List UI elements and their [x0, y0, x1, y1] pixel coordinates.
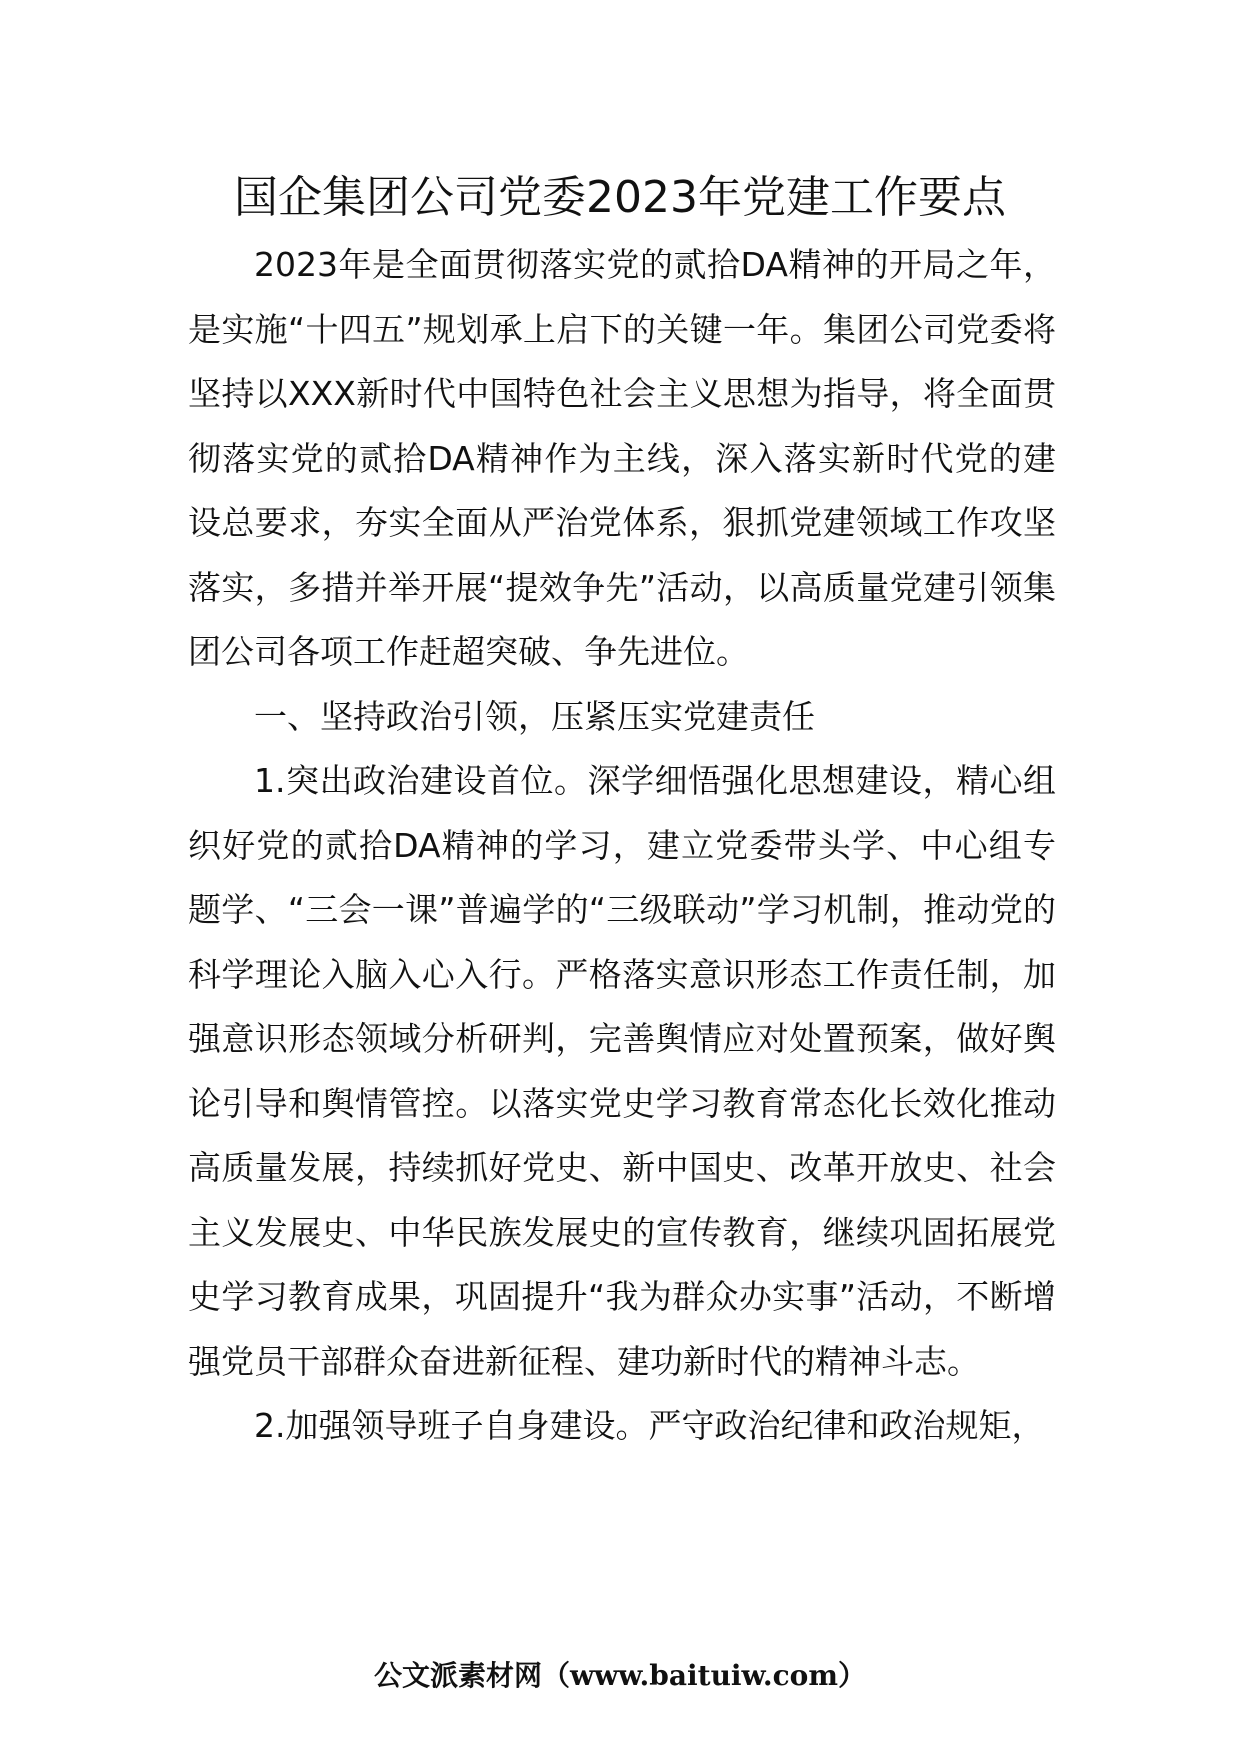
item-paragraph-1: 1.突出政治建设首位。深学细悟强化思想建设，精心组织好党的贰拾DA精神的学习，建立党委带头学、中心组专题学、“三会一课”普遍学的“三级联动”学习机制，推动党的科学理论入脑入心入行。严格落实意识形态工作责任制，加强意识形态领域分析研判，完善舆情应对处置预案，做好舆论引导和舆情管控。以落实党史学习教育常态化长效化推动高质量发展，持续抓好党史、新中国史、改革开放史、社会主义发展史、中华民族发展史的宣传教育，继续巩固拓展党史学习教育成果，巩固提升“我为群众办实事”活动，不断增强党员干部群众奋进新征程、建功新时代的精神斗志。 [188, 761, 1056, 1381]
section-heading: 一、坚持政治引领，压紧压实党建责任 [254, 696, 815, 736]
document-title: 国企集团公司党委2023年党建工作要点 [234, 172, 1006, 223]
document-body [188, 233, 1056, 1459]
intro-paragraph: 2023年是全面贯彻落实党的贰拾DA精神的开局之年，是实施“十四五”规划承上启下的关键一年。集团公司党委将坚持以XXX新时代中国特色社会主义思想为指导，将全面贯彻落实党的贰拾DA精神作为主线，深入落实新时代党的建设总要求，夯实全面从严治党体系，狠抓党建领域工作攻坚落实，多措并举开展“提效争先”活动，以高质量党建引领集团公司各项工作赶超突破、争先进位。 [188, 245, 1056, 671]
item-paragraph-2: 2.加强领导班子自身建设。严守政治纪律和政治规矩， [254, 1406, 1045, 1445]
footer-watermark: 公文派素材网（www.baituiw.com） [374, 1659, 866, 1692]
